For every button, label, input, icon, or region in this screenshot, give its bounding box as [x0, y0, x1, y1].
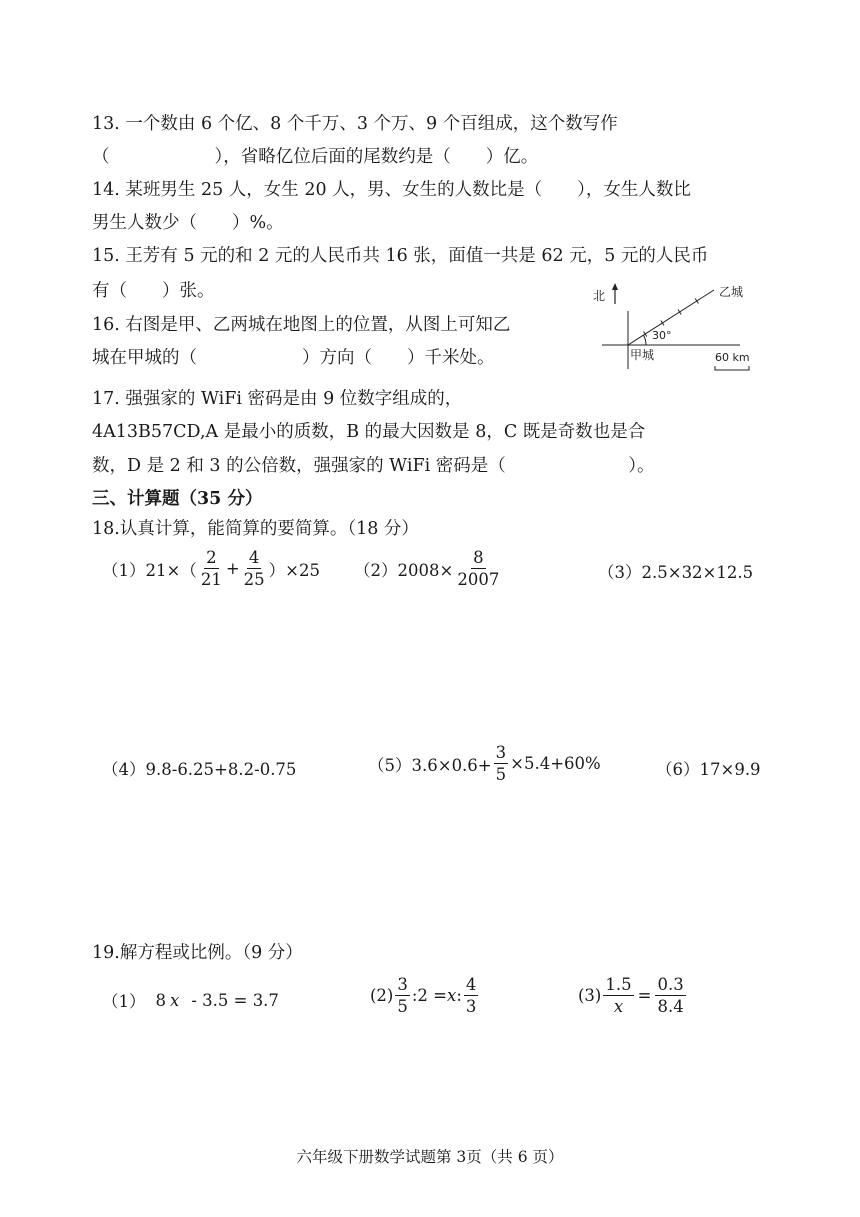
numerator: 8	[471, 549, 486, 569]
numerator: 3	[395, 976, 410, 996]
q18-problem-3: （3）2.5×32×12.5	[598, 563, 754, 582]
fraction	[655, 976, 685, 1016]
city-a-label: 甲城	[630, 348, 655, 362]
numerator: 0.3	[655, 976, 685, 996]
numerator: 2	[204, 549, 219, 569]
page-footer: 六年级下册数学试题第 3页（共 6 页）	[296, 1148, 564, 1166]
fraction	[199, 549, 224, 589]
plus-sign: +	[225, 559, 240, 579]
q19-p1-rest: - 3.5 = 3.7	[191, 990, 279, 1010]
denominator: 5	[397, 997, 408, 1017]
q18-problem-1	[102, 549, 320, 589]
q18-p2-prefix: （2）2008×	[354, 560, 454, 580]
equals-sign: =	[637, 986, 652, 1006]
route-tick	[678, 309, 681, 314]
q18-p1-prefix: （1）21×（	[102, 560, 197, 580]
denominator: 25	[243, 570, 265, 590]
question-13-line-1: 13. 一个数由 6 个亿、8 个千万、3 个万、9 个百组成，这个数写作	[92, 114, 618, 134]
denominator: 2007	[457, 570, 500, 590]
fraction	[603, 976, 633, 1016]
fraction	[395, 976, 410, 1016]
q19-problem-2	[370, 976, 480, 1016]
route-tick	[695, 298, 698, 303]
q19-p3-label: (3)	[578, 986, 602, 1006]
numerator: 3	[494, 744, 509, 764]
denominator: 3	[465, 997, 477, 1017]
q19-p2-middle: :2 =	[411, 986, 448, 1006]
scale-bar	[715, 366, 749, 370]
question-16-line-1: 16. 右图是甲、乙两城在地图上的位置，从图上可知乙	[92, 315, 511, 335]
numerator: 4	[247, 549, 262, 569]
q19-problem-1	[102, 988, 279, 1012]
denominator: x	[613, 997, 624, 1017]
north-label: 北	[593, 289, 606, 303]
denominator: 5	[495, 765, 507, 785]
city-b-label: 乙城	[719, 285, 744, 299]
question-15-line-2: 有（ ）张。	[92, 281, 215, 301]
question-17-line-1: 17. 强强家的 WiFi 密码是由 9 位数字组成的，	[92, 389, 463, 409]
question-14-line-2: 男生人数少（ ）%。	[92, 213, 284, 233]
denominator: 21	[200, 570, 222, 590]
numerator: 4	[464, 976, 479, 996]
section-3-title: 三、计算题（35 分）	[92, 489, 263, 509]
fraction	[464, 976, 479, 1016]
question-17-line-2: 4A13B57CD,A 是最小的质数，B 的最大因数是 8，C 既是奇数也是合	[92, 422, 646, 442]
q18-problem-4: （4）9.8-6.25+8.2-0.75	[102, 760, 297, 779]
q19-problem-3	[578, 976, 688, 1016]
question-18-title: 18.认真计算，能简算的要简算。（18 分）	[92, 519, 419, 539]
variable-x: x	[170, 990, 180, 1010]
q18-problem-6: （6）17×9.9	[656, 760, 761, 779]
variable-x: x	[447, 986, 457, 1006]
route-tick	[661, 320, 664, 325]
q19-p1-label: （1）	[102, 992, 146, 1011]
question-13-line-2: （ ），省略亿位后面的尾数约是（ ）亿。	[92, 147, 539, 167]
q18-problem-5	[368, 744, 601, 784]
q19-p2-label: (2)	[370, 986, 394, 1006]
q19-p1-coefficient: 8	[155, 990, 166, 1010]
q18-p5-suffix: ×5.4+60%	[510, 754, 601, 774]
q18-p5-prefix: （5）3.6×0.6+	[368, 755, 492, 775]
angle-label: 30°	[652, 329, 672, 342]
fraction	[494, 744, 509, 784]
colon: :	[456, 986, 462, 1006]
numerator: 1.5	[603, 976, 633, 996]
map-figure	[588, 277, 768, 377]
scale-label: 60 km	[715, 351, 750, 364]
fraction	[455, 549, 501, 589]
q18-p1-suffix: ）×25	[268, 560, 320, 580]
question-15-line-1: 15. 王芳有 5 元的和 2 元的人民币共 16 张，面值一共是 62 元，5 元的人民币	[92, 246, 709, 266]
question-14-line-1: 14. 某班男生 25 人，女生 20 人，男、女生的人数比是（ ），女生人数比	[92, 180, 691, 200]
angle-arc	[643, 335, 646, 345]
north-arrow-head	[612, 283, 618, 290]
fraction	[242, 549, 267, 589]
question-17-line-3: 数，D 是 2 和 3 的公倍数，强强家的 WiFi 密码是（ ）。	[92, 456, 655, 476]
q18-problem-2	[354, 549, 503, 589]
question-16-line-2: 城在甲城的（ ）方向（ ）千米处。	[92, 348, 495, 368]
question-19-title: 19.解方程或比例。（9 分）	[92, 943, 303, 963]
denominator: 8.4	[657, 997, 684, 1017]
